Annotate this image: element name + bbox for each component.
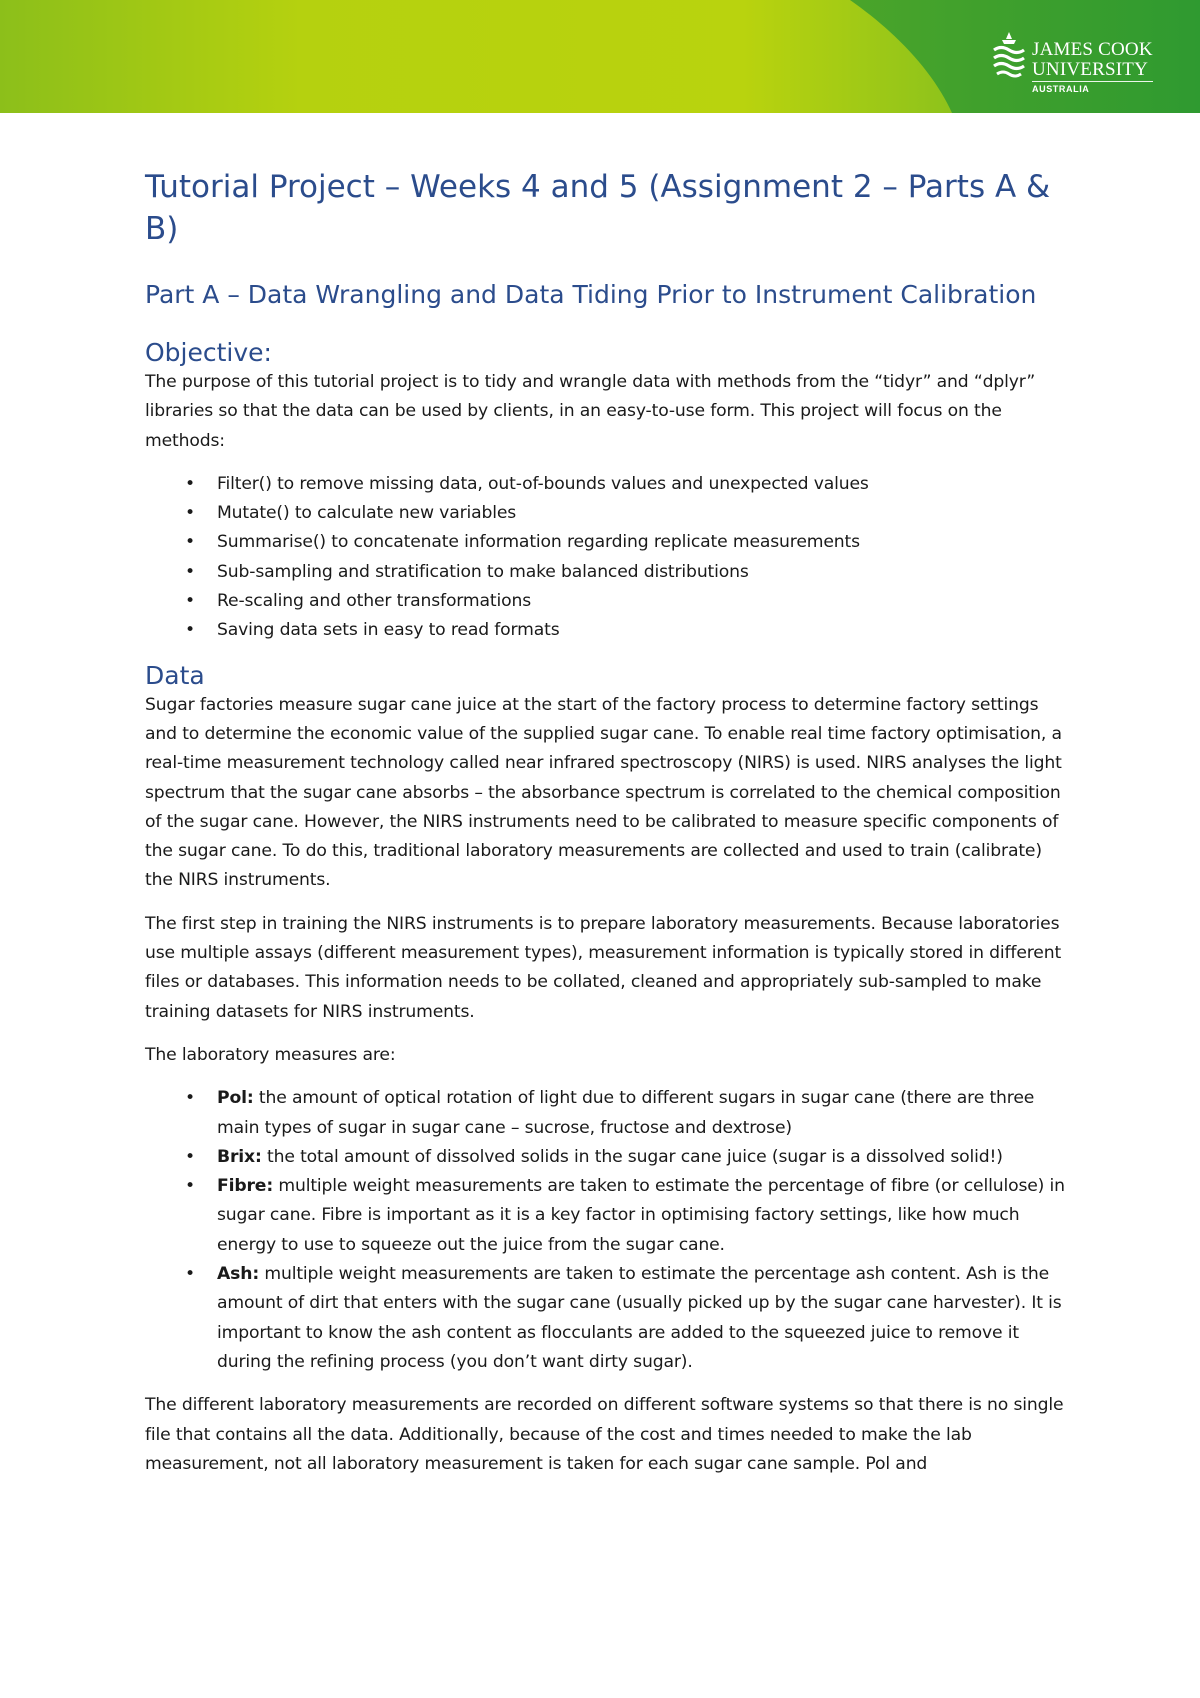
bullet-icon: • bbox=[185, 473, 195, 494]
methods-list bbox=[145, 470, 1065, 646]
data-paragraph-2: The first step in training the NIRS instruments is to prepare laboratory measurements. Because laboratories use multiple assays (different measurement types), measurement information is typically stored in different files or databases. This information needs to be collated, cleaned and appropriately sub-sampled to make training datasets for NIRS instruments. bbox=[145, 913, 1062, 1022]
list-item: • Filter() to remove missing data, out-of-bounds values and unexpected values bbox=[145, 470, 1065, 499]
jcu-crest-icon bbox=[992, 30, 1026, 84]
measure-text: multiple weight measurements are taken to estimate the percentage ash content. Ash is the amount of dirt that enters with the sugar cane (usually picked up by the sugar cane harvester). It is important to know the ash content as flocculants are added to the squeezed juice to remove it during the refining process (you don’t want dirty sugar). bbox=[217, 1264, 1062, 1372]
logo-text-line1: JAMES COOK bbox=[1032, 39, 1153, 60]
measure-term: Brix: bbox=[217, 1146, 262, 1167]
list-item bbox=[145, 1084, 1065, 1143]
data-paragraph-3: The laboratory measures are: bbox=[145, 1044, 396, 1065]
list-item: • Summarise() to concatenate information regarding replicate measurements bbox=[145, 528, 1065, 557]
list-item bbox=[145, 1260, 1065, 1377]
bullet-icon: • bbox=[185, 561, 195, 582]
list-item: • Re-scaling and other transformations bbox=[145, 587, 1065, 616]
measure-term: Pol: bbox=[217, 1088, 254, 1109]
list-item bbox=[145, 1172, 1065, 1260]
bullet-icon: • bbox=[185, 591, 195, 612]
list-item bbox=[145, 1143, 1065, 1172]
data-paragraph-4: The different laboratory measurements are recorded on different software systems so that there is no single file that contains all the data. Additionally, because of the cost and times needed to make the lab measurement, not all laboratory measurement is taken for each sugar cane sample. Pol and bbox=[145, 1395, 1064, 1474]
header-banner bbox=[0, 0, 1200, 113]
bullet-icon: • bbox=[185, 1176, 195, 1197]
bullet-icon: • bbox=[185, 503, 195, 524]
data-heading: Data bbox=[145, 660, 205, 690]
objective-heading: Objective: bbox=[145, 338, 272, 367]
measure-term: Ash: bbox=[217, 1264, 260, 1285]
bullet-icon: • bbox=[185, 620, 195, 641]
objective-intro: The purpose of this tutorial project is to tidy and wrangle data with methods from the “tidyr” and “dplyr” libraries so that the data can be used by clients, in an easy-to-use form. This project will focus on the methods: bbox=[145, 372, 1036, 451]
measure-term: Fibre: bbox=[217, 1176, 274, 1197]
jcu-logo bbox=[992, 26, 1172, 96]
measure-text: the total amount of dissolved solids in the sugar cane juice (sugar is a dissolved solid!) bbox=[261, 1146, 1003, 1167]
part-a-heading: Part A – Data Wrangling and Data Tiding Prior to Instrument Calibration bbox=[145, 280, 1037, 309]
logo-text-line3: AUSTRALIA bbox=[1032, 84, 1090, 94]
bullet-icon: • bbox=[185, 532, 195, 553]
bullet-icon: • bbox=[185, 1146, 195, 1167]
data-paragraph-1: Sugar factories measure sugar cane juice at the start of the factory process to determine factory settings and to determine the economic value of the supplied sugar cane. To enable real time factory optimisation, a real-time measurement technology called near infrared spectroscopy (NIRS) is used. NIRS analyses the light spectrum that the sugar cane absorbs – the absorbance spectrum is correlated to the chemical composition of the sugar cane. However, the NIRS instruments need to be calibrated to measure specific components of the sugar cane. To do this, traditional laboratory measurements are collected and used to train (calibrate) the NIRS instruments. bbox=[145, 694, 1062, 891]
logo-text-line2: UNIVERSITY bbox=[1032, 60, 1153, 82]
measures-list bbox=[145, 1084, 1065, 1377]
measure-text: multiple weight measurements are taken to estimate the percentage of fibre (or cellulose) in sugar cane. Fibre is important as it is a key factor in optimising factory settings, like how much energy to use to squeeze out the juice from the sugar cane. bbox=[217, 1176, 1065, 1255]
bullet-icon: • bbox=[185, 1088, 195, 1109]
list-item: • Saving data sets in easy to read formats bbox=[145, 616, 1065, 645]
measure-text: the amount of optical rotation of light due to different sugars in sugar cane (there are three main types of sugar in sugar cane – sucrose, fructose and dextrose) bbox=[217, 1088, 1035, 1138]
bullet-icon: • bbox=[185, 1264, 195, 1285]
document-body bbox=[145, 166, 1065, 1479]
list-item: • Sub-sampling and stratification to make balanced distributions bbox=[145, 558, 1065, 587]
document-title: Tutorial Project – Weeks 4 and 5 (Assignment 2 – Parts A & B) bbox=[145, 169, 1051, 247]
list-item: • Mutate() to calculate new variables bbox=[145, 499, 1065, 528]
